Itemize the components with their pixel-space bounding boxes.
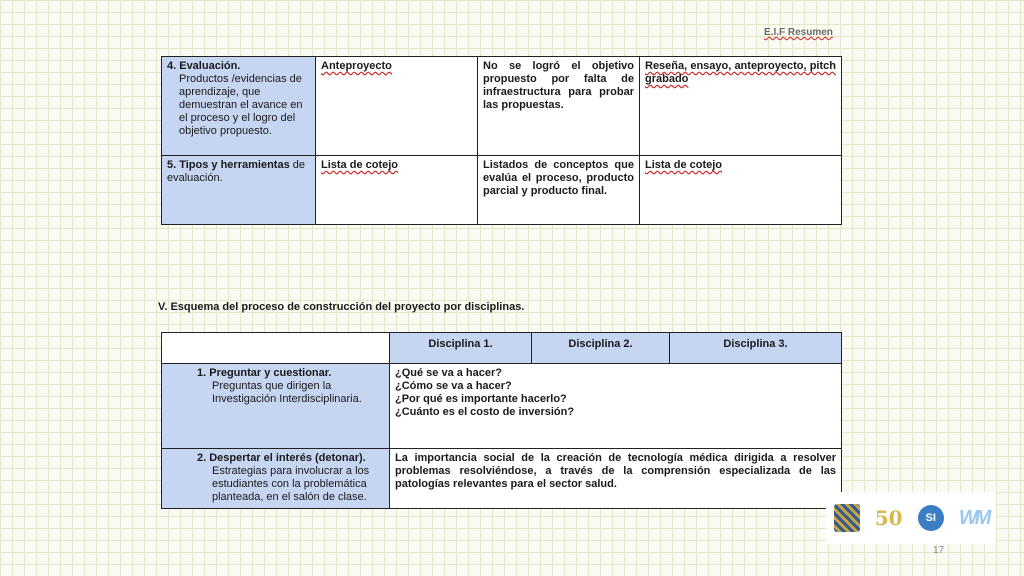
- wm-logo: WM: [958, 506, 989, 529]
- table-cell: [478, 156, 640, 225]
- table-cell: [316, 156, 478, 225]
- header-tag: E.I.F Resumen: [764, 27, 833, 38]
- step-cell: [162, 449, 390, 509]
- step-title: 2. Despertar el interés (detonar).: [197, 452, 366, 464]
- table-row: [162, 364, 842, 449]
- content-cell: La importancia social de la creación de tecnología médica dirigida a resolver problemas resolviéndose, a través de la comprensión especializada de las patologías relevantes para el sector salud.: [390, 449, 842, 509]
- column-header: Disciplina 2.: [532, 333, 670, 364]
- content-cell: [390, 364, 842, 449]
- step-description: Estrategias para involucrar a los estudiantes con la problemática planteada, en el salón de clase.: [212, 465, 370, 503]
- table-cell: [316, 57, 478, 156]
- cell-text: No se logró el objetivo propuesto por falta de infraestructura para probar las propuestas.: [483, 60, 634, 111]
- fifty-years-logo: 50: [874, 506, 903, 530]
- step-title: 1. Preguntar y cuestionar.: [197, 367, 332, 379]
- row-category-cell: [162, 57, 316, 156]
- question-line: ¿Por qué es importante hacerlo?: [395, 393, 567, 405]
- table-cell: [478, 57, 640, 156]
- question-line: ¿Qué se va a hacer?: [395, 367, 502, 379]
- question-line: ¿Cómo se va a hacer?: [395, 380, 512, 392]
- discipline-table: [161, 332, 842, 509]
- evaluation-table: [161, 56, 842, 225]
- row-category-cell: [162, 156, 316, 225]
- category-description: Productos /evidencias de aprendizaje, que demuestran el avance en el proceso y el logro del objetivo propuesto.: [179, 73, 303, 137]
- column-header: Disciplina 3.: [670, 333, 842, 364]
- section-title: V. Esquema del proceso de construcción del proyecto por disciplinas.: [158, 301, 525, 313]
- cell-text: Reseña, ensayo, anteproyecto, pitch grabado: [645, 60, 836, 85]
- si-logo: SI: [918, 505, 944, 531]
- cell-text: Lista de cotejo: [645, 159, 723, 171]
- table-cell: [640, 156, 842, 225]
- logo-strip: [826, 492, 996, 544]
- column-header: Disciplina 1.: [390, 333, 532, 364]
- category-tail: de evaluación.: [167, 159, 305, 184]
- step-cell: [162, 364, 390, 449]
- cell-text: Listados de conceptos que evalúa el proceso, producto parcial y producto final.: [483, 159, 634, 197]
- table-row: [162, 57, 842, 156]
- cell-text: Lista de cotejo: [321, 159, 399, 171]
- category-title: 4. Evaluación.: [167, 60, 241, 72]
- question-line: ¿Cuánto es el costo de inversión?: [395, 406, 575, 418]
- header-row: [162, 333, 842, 364]
- table-row: [162, 449, 842, 509]
- category-title: 5. Tipos y herramientas: [167, 159, 290, 171]
- empty-header-cell: [162, 333, 390, 364]
- table-cell: [640, 57, 842, 156]
- unam-logo-icon: [834, 504, 860, 532]
- step-description: Preguntas que dirigen la Investigación Interdisciplinaria.: [212, 380, 362, 405]
- page-number: 17: [933, 545, 945, 556]
- table-row: [162, 156, 842, 225]
- cell-text: Anteproyecto: [321, 60, 392, 72]
